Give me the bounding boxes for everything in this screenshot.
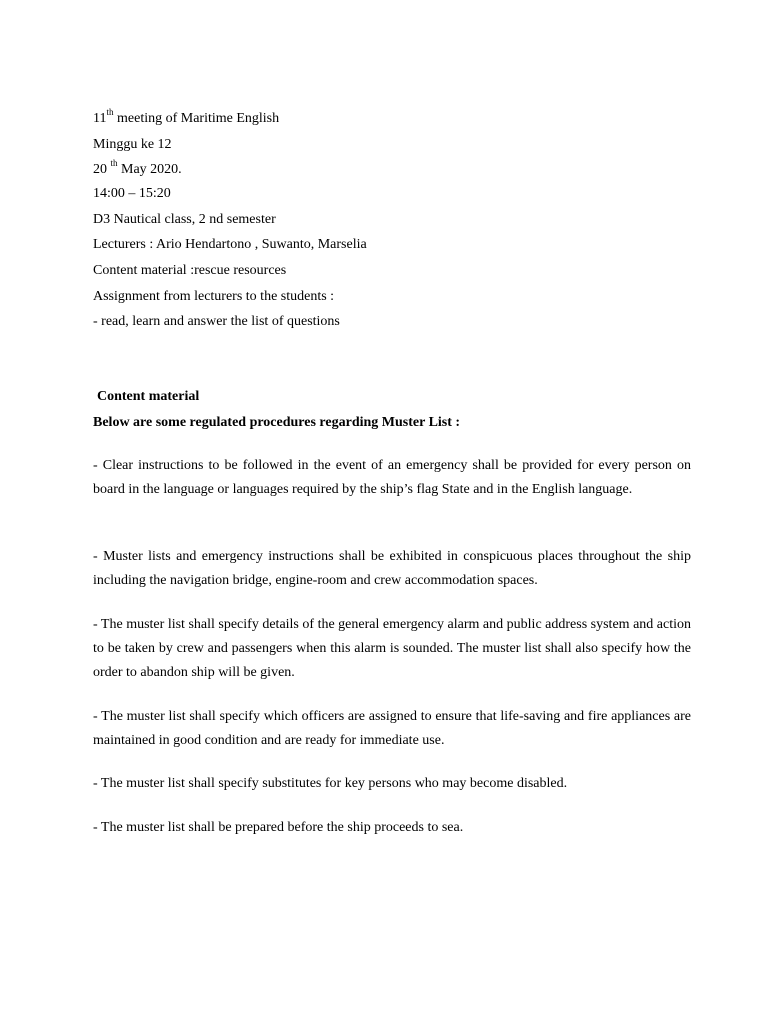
- meeting-title: meeting of Maritime English: [113, 111, 280, 126]
- paragraph-officers: - The muster list shall specify which officers are assigned to ensure that life-saving and fire appliances are maintained in good condition and are ready for immediate use.: [93, 709, 691, 748]
- section-title: Content material: [97, 389, 200, 404]
- meeting-number: 11: [93, 111, 107, 126]
- time-line: 14:00 – 15:20: [93, 186, 171, 201]
- paragraph-substitutes: - The muster list shall specify substitutes for key persons who may become disabled.: [93, 776, 568, 791]
- content-line: Content material :rescue resources: [93, 263, 287, 278]
- paragraph-exhibited: - Muster lists and emergency instructions shall be exhibited in conspicuous places throughout the ship including the navigation bridge, engine-room and crew accommodation spaces.: [93, 549, 691, 588]
- date-line: [93, 158, 182, 179]
- meeting-ordinal: th: [106, 107, 114, 118]
- date-ordinal: th: [110, 158, 118, 169]
- assignment-line: Assignment from lecturers to the students :: [93, 289, 335, 304]
- meeting-line: [93, 107, 280, 128]
- date-day: 20: [93, 162, 107, 177]
- lecturers-line: Lecturers : Ario Hendartono , Suwanto, Marselia: [93, 237, 367, 252]
- paragraph-alarm: - The muster list shall specify details of the general emergency alarm and public address system and action to be taken by crew and passengers when this alarm is sounded. The muster list shall also specify how the order to abandon ship will be given.: [93, 617, 691, 680]
- task-line: - read, learn and answer the list of questions: [93, 314, 340, 329]
- class-line: D3 Nautical class, 2 nd semester: [93, 212, 276, 227]
- week-line: Minggu ke 12: [93, 137, 172, 152]
- paragraph-instructions: - Clear instructions to be followed in the event of an emergency shall be provided for every person on board in the language or languages required by the ship’s flag State and in the English language.: [93, 458, 691, 497]
- paragraph-prepared: - The muster list shall be prepared before the ship proceeds to sea.: [93, 820, 464, 835]
- date-month-year: May 2020.: [117, 162, 182, 177]
- section-subtitle: Below are some regulated procedures regarding Muster List :: [93, 415, 461, 430]
